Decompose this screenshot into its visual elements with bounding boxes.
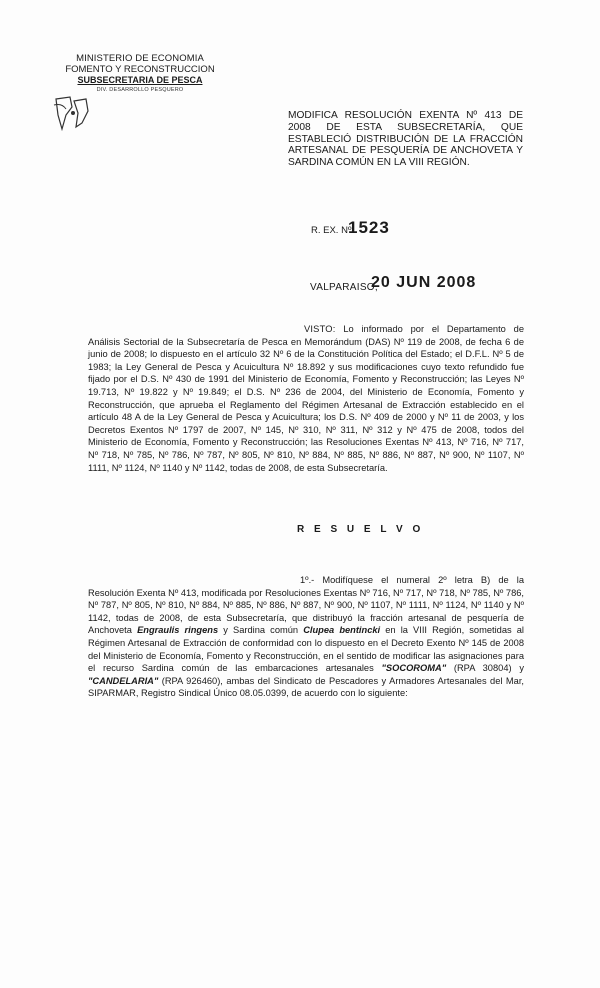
vessel-socoroma: "SOCOROMA" xyxy=(381,663,447,674)
article-1-text-a: Modifíquese el numeral 2º letra B) de la Resolución Exenta Nº 413, modificada por Resoluciones Exentas Nº 716, Nº 717, Nº 718, Nº 785, Nº 786, Nº 787, Nº 805, Nº 810, Nº 884, Nº 885, Nº 886, Nº 887, Nº 900, Nº 1107, Nº 1111, Nº 1124, Nº 1140 y Nº 1142, todas de 2008, de esta Subsecretaría, que distribuyó la fracción artesanal de pesquería de Anchoveta xyxy=(88,575,524,636)
division-line: DIV. DESARROLLO PESQUERO xyxy=(96,87,184,93)
ministry-subline: FOMENTO Y RECONSTRUCCION xyxy=(65,64,215,75)
coat-of-arms-seal xyxy=(52,95,92,131)
resolution-number: 1523 xyxy=(348,218,390,237)
rpa-socoroma: (RPA 30804) y xyxy=(453,663,524,674)
subsecretaria-line: SUBSECRETARIA DE PESCA xyxy=(77,75,203,85)
resolution-label: R. EX. Nº xyxy=(311,225,352,236)
article-1-paragraph xyxy=(88,574,524,700)
ministry-line: MINISTERIO DE ECONOMIA xyxy=(76,53,204,64)
species-sardina: Clupea bentincki xyxy=(303,625,381,636)
visto-lead: VISTO: xyxy=(304,324,336,334)
resolution-summary: MODIFICA RESOLUCIÓN EXENTA Nº 413 DE 2008 DE ESTA SUBSECRETARÍA, QUE ESTABLECIÓ DISTRIBUCIÓN DE LA FRACCIÓN ARTESANAL DE PESQUERÍA DE ANCHOVETA Y SARDINA COMÚN EN LA VIII REGIÓN. xyxy=(288,110,523,169)
resuelvo-heading: R E S U E L V O xyxy=(297,524,424,535)
species-anchoveta: Engraulis ringens xyxy=(137,625,219,636)
article-1-text-b: y Sardina común xyxy=(223,625,299,636)
article-1-text-c: en la VIII Región, sometidas al Régimen Artesanal de Extracción de conformidad con lo dispuesto en el Decreto Exento Nº 145 de 2008 del Ministerio de Economía, Fomento y Reconstrucción, en el sentido de modificar las asignaciones para el recurso Sardina común de las embarcaciones artesanales xyxy=(88,625,524,674)
article-1-lead: 1º.- xyxy=(300,575,315,585)
ministry-header xyxy=(40,53,240,94)
vessel-candelaria: "CANDELARIA" xyxy=(88,675,159,686)
visto-text: Lo informado por el Departamento de Análisis Sectorial de la Subsecretaría de Pesca en Memorándum (DAS) Nº 119 de 2008, de fecha 6 de junio de 2008; lo dispuesto en el artículo 32 Nº 6 de la Constitución Política del Estado; el D.F.L. Nº 5 de 1983; la Ley General de Pesca y Acuicultura Nº 18.892 y sus modificaciones cuyo texto refundido fue fijado por el D.S. Nº 430 de 1991 del Ministerio de Economía, Fomento y Reconstrucción; las Leyes Nº 19.713, Nº 19.822 y Nº 19.849; el D.S. Nº 236 de 2004, del Ministerio de Economía, Fomento y Reconstrucción, que aprueba el Reglamento del Régimen Artesanal de Extracción establecido en el artículo 48 A de la Ley General de Pesca y Acuicultura; los D.S. Nº 409 de 2000 y Nº 11 de 2003, y los Decretos Exentos Nº 1797 de 2007, Nº 145, Nº 310, Nº 311, Nº 312 y Nº 475 de 2008, todos del Ministerio de Economía, Fomento y Reconstrucción; las Resoluciones Exentas Nº 413, Nº 716, Nº 717, Nº 718, Nº 785, Nº 786, Nº 787, Nº 805, Nº 810, Nº 884, Nº 885, Nº 886, Nº 887, Nº 900, Nº 1107, Nº 1111, Nº 1124, Nº 1140 y Nº 1142, todas de 2008, de esta Subsecretaría. xyxy=(88,324,524,473)
place-label: VALPARAISO, xyxy=(310,282,378,293)
date-stamp: 20 JUN 2008 xyxy=(371,274,477,291)
visto-paragraph xyxy=(88,323,524,474)
article-1-text-d: (RPA 926460), ambas del Sindicato de Pescadores y Armadores Artesanales del Mar, SIPARMAR, Registro Sindical Único 08.05.0399, de acuerdo con lo siguiente: xyxy=(88,675,524,699)
